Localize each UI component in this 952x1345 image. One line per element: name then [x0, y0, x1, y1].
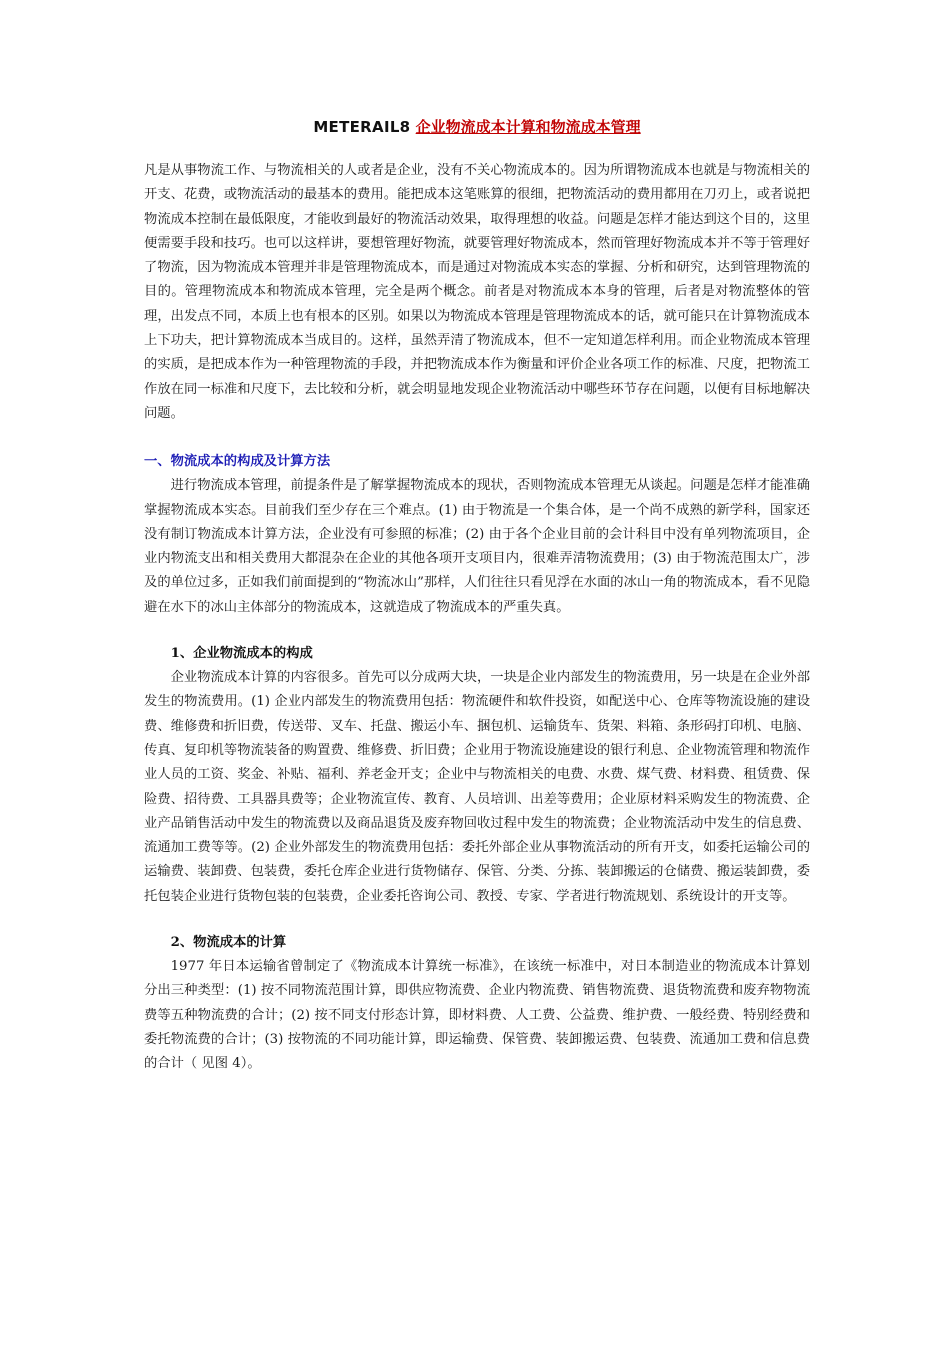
section-1-paragraph: 进行物流成本管理，前提条件是了解掌握物流成本的现状，否则物流成本管理无从谈起。问题是怎样才能准确掌握物流成本实态。目前我们至少存在三个难点。(1) 由于物流是一个集合体，是一个尚不成熟的新学科，国家还没有制订物流成本计算方法，企业没有可参照的标准；(2) 由于各个企业目前的会计科目中没有单列物流项目，企业内物流支出和相关费用大都混杂在企业的其他各项开支项目内，很难弄清物流费用；(3) 由于物流范围太广，涉及的单位过多，正如我们前面提到的“物流冰山”那样，人们往往只看见浮在水面的冰山一角的物流成本，看不见隐避在水下的冰山主体部分的物流成本，这就造成了物流成本的严重失真。 [144, 478, 810, 615]
document-title [144, 116, 810, 137]
section-heading-1: 一、物流成本的构成及计算方法 [144, 454, 331, 470]
subsection-1-paragraph: 企业物流成本计算的内容很多。首先可以分成两大块，一块是企业内部发生的物流费用，另一块是在企业外部发生的物流费用。(1) 企业内部发生的物流费用包括：物流硬件和软件投资，如配送中心、仓库等物流设施的建设费、维修费和折旧费，传送带、叉车、托盘、搬运小车、捆包机、运输货车、货架、料箱、条形码打印机、电脑、传真、复印机等物流装备的购置费、维修费、折旧费；企业用于物流设施建设的银行利息、企业物流管理和物流作业人员的工资、奖金、补贴、福利、养老金开支；企业中与物流相关的电费、水费、煤气费、材料费、租赁费、保险费、招待费、工具器具费等；企业物流宣传、教育、人员培训、出差等费用；企业原材料采购发生的物流费、企业产品销售活动中发生的物流费以及商品退货及废弃物回收过程中发生的物流费；企业物流活动中发生的信息费、流通加工费等等。(2) 企业外部发生的物流费用包括：委托外部企业从事物流活动的所有开支，如委托运输公司的运输费、装卸费、包装费，委托仓库企业进行货物储存、保管、分类、分拣、装卸搬运的仓储费、搬运装卸费，委托包装企业进行货物包装的包装费，企业委托咨询公司、教授、专家、学者进行物流规划、系统设计的开支等。 [144, 670, 810, 904]
subsection-heading-2: 2、物流成本的计算 [170, 935, 287, 951]
intro-paragraph: 凡是从事物流工作、与物流相关的人或者是企业，没有不关心物流成本的。因为所谓物流成本也就是与物流相关的开支、花费，或物流活动的最基本的费用。能把成本这笔账算的很细，把物流活动的费用都用在刀刃上，或者说把物流成本控制在最低限度，才能收到最好的物流活动效果，取得理想的收益。问题是怎样才能达到这个目的，这里便需要手段和技巧。也可以这样讲，要想管理好物流，就要管理好物流成本，然而管理好物流成本并不等于管理好了物流，因为物流成本管理并非是管理物流成本，而是通过对物流成本实态的掌握、分析和研究，达到管理物流的目的。管理物流成本和物流成本管理，完全是两个概念。前者是对物流成本本身的管理，后者是对物流整体的管理，出发点不同，本质上也有根本的区别。如果以为物流成本管理是管理物流成本的话，就可能只在计算物流成本上下功夫，把计算物流成本当成目的。这样，虽然弄清了物流成本，但不一定知道怎样利用。而企业物流成本管理的实质，是把成本作为一种管理物流的手段，并把物流成本作为衡量和评价企业各项工作的标准、尺度，把物流工作放在同一标准和尺度下，去比较和分析，就会明显地发现企业物流活动中哪些环节存在问题，以便有目标地解决问题。 [144, 163, 810, 421]
title-code: METERAIL8 [313, 118, 411, 136]
document-page [144, 108, 810, 1077]
subsection-2-paragraph: 1977 年日本运输省曾制定了《物流成本计算统一标准》，在该统一标准中，对日本制造业的物流成本计算划分出三种类型：(1) 按不同物流范围计算，即供应物流费、企业内物流费、销售物流费、退货物流费和废弃物物流费等五种物流费的合计；(2) 按不同支付形态计算，即材料费、人工费、公益费、维护费、一般经费、特别经费和委托物流费的合计；(3) 按物流的不同功能计算，即运输费、保管费、装卸搬运费、包装费、流通加工费和信息费的合计（ 见图 4）。 [144, 959, 810, 1072]
title-link[interactable]: 企业物流成本计算和物流成本管理 [415, 118, 641, 136]
subsection-heading-1: 1、企业物流成本的构成 [170, 646, 313, 662]
